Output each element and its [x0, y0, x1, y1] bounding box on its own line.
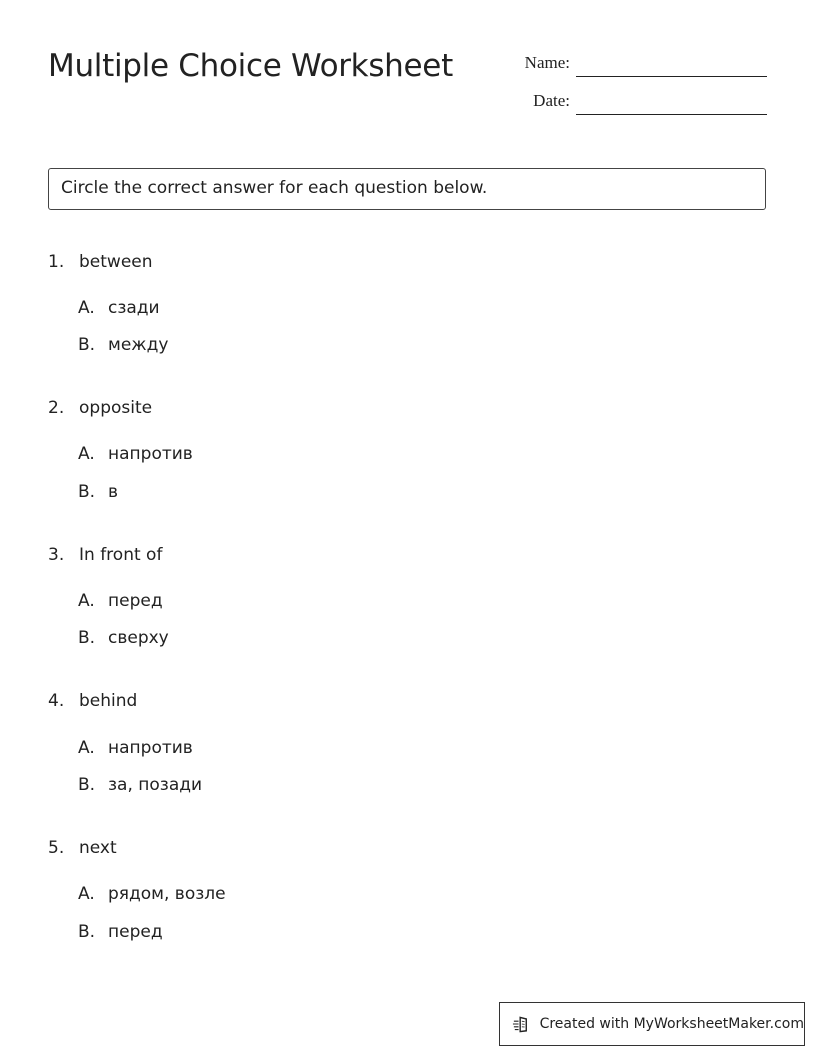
- option-text: рядом, возле: [108, 884, 226, 904]
- option-letter: B.: [78, 482, 96, 502]
- date-line[interactable]: [576, 114, 767, 115]
- name-line[interactable]: [576, 76, 767, 77]
- option-text: за, позади: [108, 775, 203, 795]
- option-letter: B.: [78, 628, 96, 648]
- option-text: сверху: [108, 628, 169, 648]
- option-text: напротив: [108, 444, 193, 464]
- instructions-box: Circle the correct answer for each question below.: [48, 168, 766, 210]
- page-title: Multiple Choice Worksheet: [48, 48, 453, 84]
- option-text: перед: [108, 591, 163, 611]
- option-letter: A.: [78, 738, 95, 758]
- worksheet-maker-logo-icon: [512, 1013, 533, 1035]
- option-letter: A.: [78, 444, 95, 464]
- question-number: 2.: [48, 398, 65, 418]
- question-number: 4.: [48, 691, 65, 711]
- option-letter: A.: [78, 298, 95, 318]
- question-prompt: next: [79, 838, 117, 858]
- question-number: 3.: [48, 545, 65, 565]
- option-letter: B.: [78, 922, 96, 942]
- question-prompt: behind: [79, 691, 138, 711]
- question-prompt: opposite: [79, 398, 153, 418]
- option-text: перед: [108, 922, 163, 942]
- question-prompt: In front of: [79, 545, 163, 565]
- option-letter: B.: [78, 335, 96, 355]
- question-number: 1.: [48, 252, 65, 272]
- date-label: Date:: [533, 91, 570, 110]
- option-letter: A.: [78, 591, 95, 611]
- option-text: сзади: [108, 298, 160, 318]
- option-text: в: [108, 482, 119, 502]
- footer-credit[interactable]: [499, 1002, 805, 1046]
- footer-text: Created with MyWorksheetMaker.com: [539, 1016, 804, 1032]
- option-letter: B.: [78, 775, 96, 795]
- option-text: напротив: [108, 738, 193, 758]
- question-prompt: between: [79, 252, 153, 272]
- option-text: между: [108, 335, 169, 355]
- date-field: [470, 91, 570, 115]
- name-label: Name:: [524, 53, 570, 72]
- option-letter: A.: [78, 884, 95, 904]
- question-number: 5.: [48, 838, 65, 858]
- name-field: [470, 53, 570, 77]
